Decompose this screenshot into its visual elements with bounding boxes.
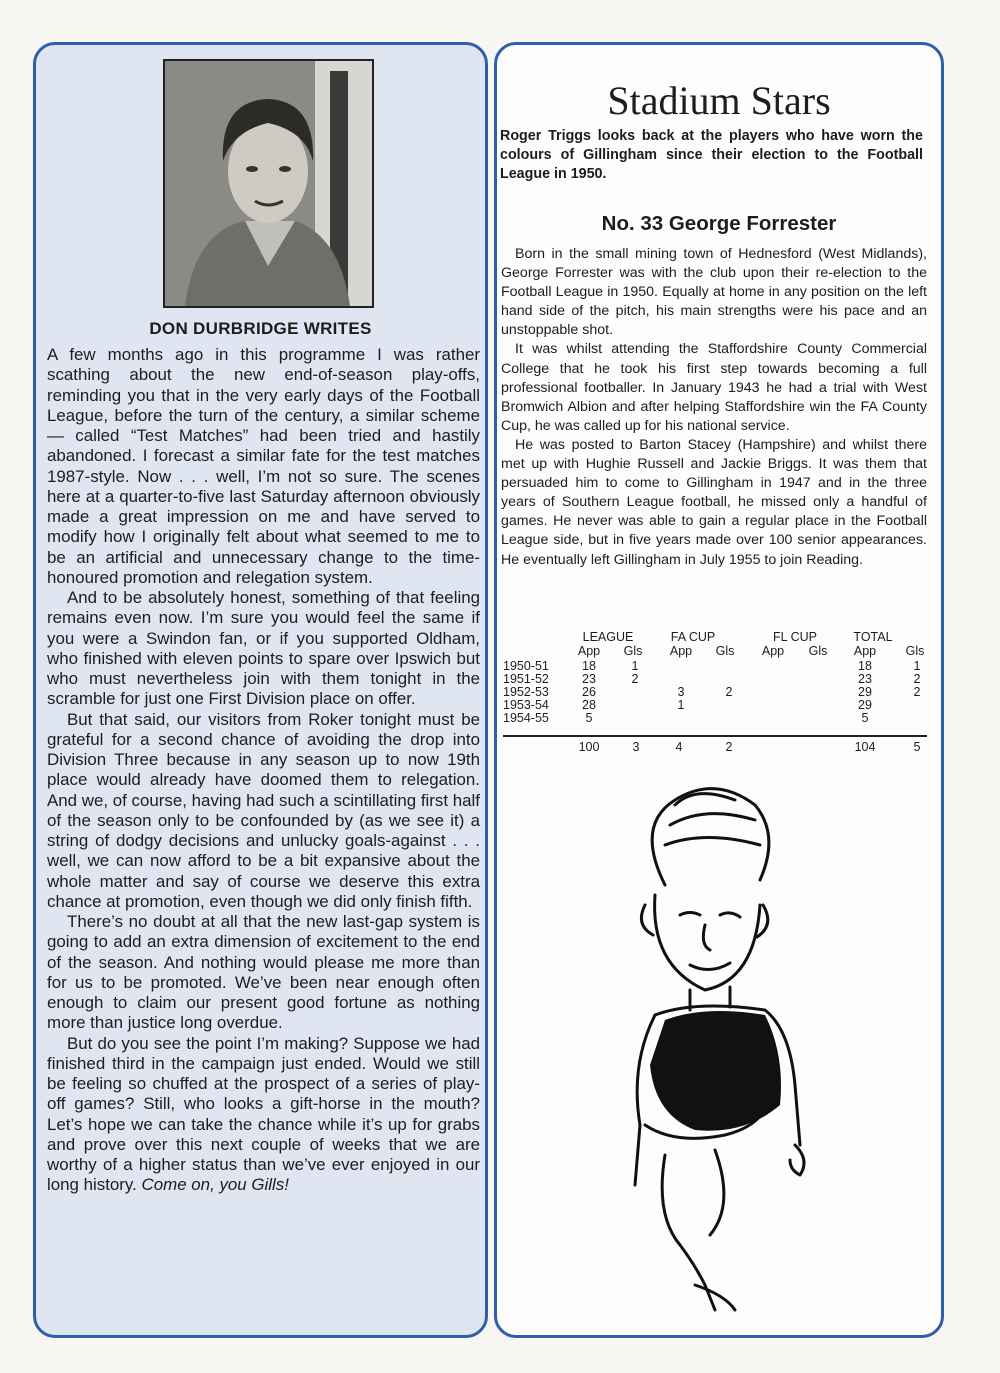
- paragraph-text: But do you see the point I’m making? Suppose we had finished third in the campaign just ended. Would we still be feeling so chuffed at the prospect of a series of play-off games? Still, who looks a gift-horse in the mouth? Let’s hope we can take the chance while it’s up for grabs and prove over this next couple of weeks that we are worthy of a higher status than we’ve ever enjoyed in our long history.: [47, 1033, 480, 1195]
- table-cell: 29: [858, 685, 872, 699]
- table-group-header: LEAGUE: [582, 630, 634, 644]
- right-column-panel: [494, 42, 944, 1338]
- column-body: [47, 345, 480, 1196]
- table-sub-header: Gls: [715, 644, 735, 658]
- table-total: 100: [578, 740, 600, 754]
- article-body: [501, 245, 927, 570]
- table-total: 104: [854, 740, 876, 754]
- table-cell: 5: [585, 711, 593, 725]
- table-total: 5: [913, 740, 921, 754]
- table-season: 1954-55: [503, 711, 549, 725]
- paragraph: [47, 1034, 480, 1196]
- table-group-header: FA CUP: [670, 630, 716, 644]
- article-subtitle: No. 33 George Forrester: [601, 212, 837, 235]
- player-caricature-drawing: [595, 765, 835, 1325]
- table-total: 4: [675, 740, 683, 754]
- table-total-rule: [503, 735, 927, 737]
- signoff: Come on, you Gills!: [141, 1175, 289, 1195]
- table-total: 3: [632, 740, 640, 754]
- paragraph: And to be absolutely honest, something of that feeling remains even now. I’m sure you would feel the same if you were a Swindon fan, or if you supported Oldham, who finished with eleven points to spare over Ipswich but who must nevertheless join with them tonight in the scramble for just one First Division place on offer.: [47, 588, 480, 709]
- table-sub-header: App: [669, 644, 693, 658]
- table-cell: 1: [913, 659, 921, 673]
- table-cell: 18: [582, 659, 596, 673]
- table-sub-header: App: [853, 644, 877, 658]
- table-sub-header: App: [761, 644, 785, 658]
- table-group-header: TOTAL: [853, 630, 893, 644]
- table-sub-header: Gls: [905, 644, 925, 658]
- table-cell: 1: [631, 659, 639, 673]
- table-season: 1950-51: [503, 659, 549, 673]
- table-season: 1952-53: [503, 685, 549, 699]
- author-portrait-photo: [163, 59, 374, 308]
- table-season: 1953-54: [503, 698, 549, 712]
- table-sub-header: Gls: [623, 644, 643, 658]
- table-cell: 5: [861, 711, 869, 725]
- paragraph: But that said, our visitors from Roker tonight must be grateful for a second chance of avoiding the drop into Division Three because in any season up to now 19th place would already have doomed them to relegation. And we, of course, having had such a scintillating first half of the season only to be confounded by (as we see it) a string of dodgy decisions and unlucky goals-against . . . well, we can now afford to be a bit expansive about the whole matter and say of course we deserve this extra chance at promotion, even though we did only finish fifth.: [47, 709, 480, 911]
- paragraph: There’s no doubt at all that the new last-gap system is going to add an extra dimension of excitement to the end of the season. And nothing would please me more than for us to be promoted. We’ve been near enough often enough to claim our present good fortune as nothing more than justice long overdue.: [47, 912, 480, 1033]
- table-total: 2: [725, 740, 733, 754]
- paragraph: It was whilst attending the Staffordshire County Commercial College that he took his first step towards becoming a full professional footballer. In January 1943 he had a trial with West Bromwich Albion and after helping Staffordshire win the FA County Cup, he was called up for his national service.: [501, 341, 927, 434]
- table-cell: 23: [858, 672, 872, 686]
- table-group-header: FL CUP: [773, 630, 817, 644]
- paragraph: Born in the small mining town of Hednesford (West Midlands), George Forrester was with the club upon their re-election to the Football League in 1950. Equally at home in any position on the left hand side of the pitch, his main strengths were his pace and an unstoppable shot.: [501, 246, 927, 339]
- table-cell: 28: [582, 698, 596, 712]
- left-column-panel: [33, 42, 488, 1338]
- byline: DON DURBRIDGE WRITES: [149, 319, 372, 338]
- table-cell: 23: [582, 672, 596, 686]
- page-title: Stadium Stars: [607, 78, 831, 123]
- table-cell: 29: [858, 698, 872, 712]
- table-cell: 2: [913, 672, 921, 686]
- table-sub-header: Gls: [808, 644, 828, 658]
- table-cell: 3: [677, 685, 685, 699]
- table-cell: 18: [858, 659, 872, 673]
- table-cell: 2: [725, 685, 733, 699]
- career-stats-table: [503, 631, 927, 771]
- table-season: 1951-52: [503, 672, 549, 686]
- standfirst: Roger Triggs looks back at the players who have worn the colours of Gillingham since their election to the Football League in 1950.: [500, 128, 923, 182]
- paragraph: He was posted to Barton Stacey (Hampshire) and whilst there met up with Hughie Russell and Jackie Briggs. It was them that persuaded him to come to Gillingham in 1947 and in the three years of Southern League football, he missed only a handful of games. He never was able to gain a regular place in the Football League side, but in five years made over 100 senior appearances. He eventually left Gillingham in July 1955 to join Reading.: [501, 436, 927, 568]
- table-cell: 2: [913, 685, 921, 699]
- paragraph: A few months ago in this programme I was rather scathing about the new end-of-season play-offs, reminding you that in the very early days of the Football League, before the turn of the century, a similar scheme — called “Test Matches” had been tried and hastily abandoned. I forecast a similar fate for the test matches 1987-style. Now . . . well, I’m not so sure. The scenes here at a quarter-to-five last Saturday afternoon obviously made a great impression on me and have served to modify how I originally felt about what seemed to me to be an artificial and unnecessary change to the time-honoured promotion and relegation system.: [47, 345, 480, 587]
- table-cell: 2: [631, 672, 639, 686]
- table-cell: 26: [582, 685, 596, 699]
- table-cell: 1: [677, 698, 685, 712]
- table-sub-header: App: [577, 644, 601, 658]
